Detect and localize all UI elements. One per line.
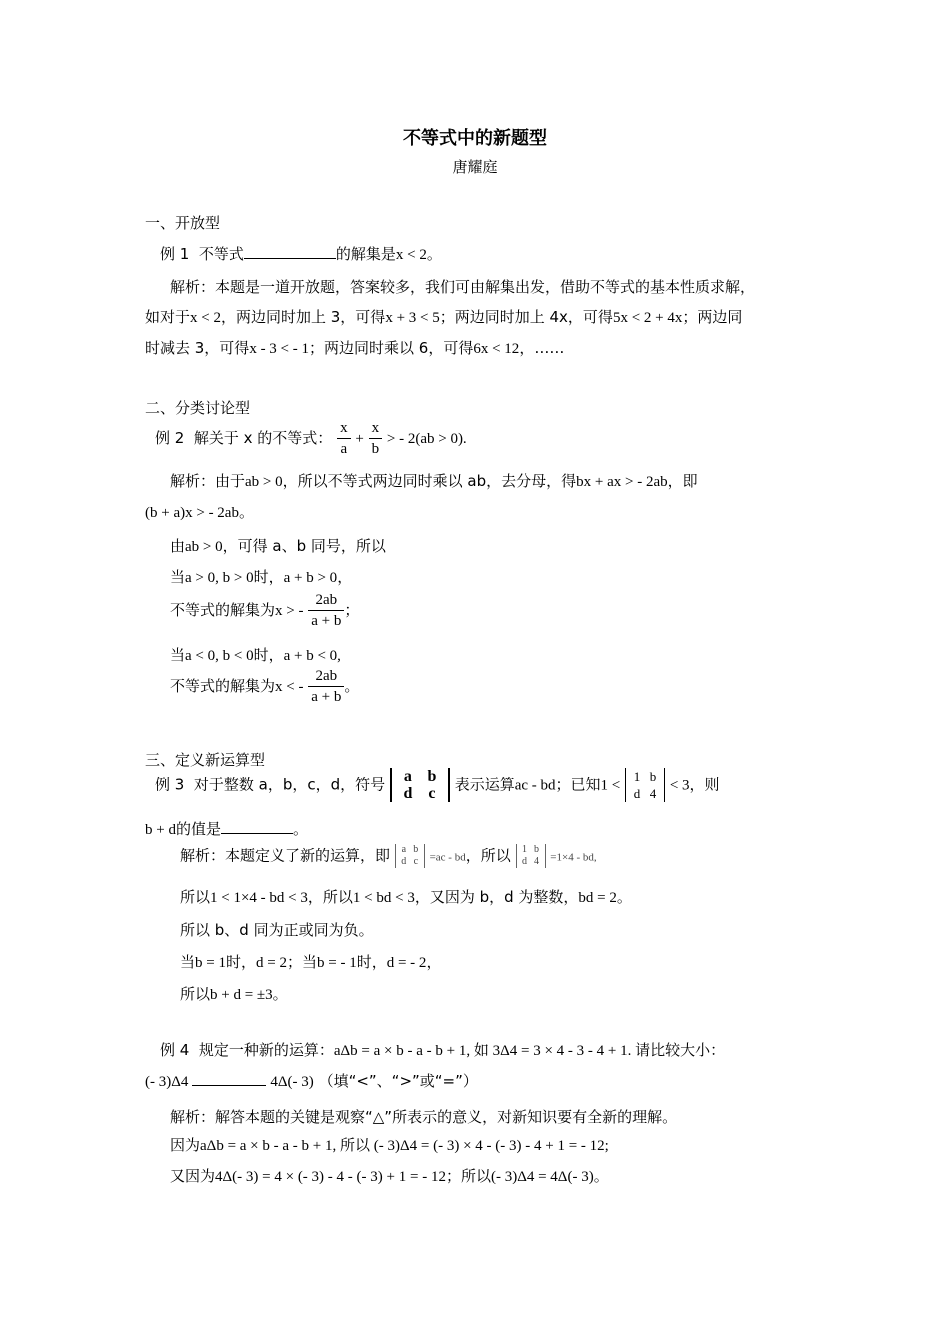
- fraction-x-over-b: $\frac{x}{b}$: [369, 418, 383, 459]
- example-1: 例 1 不等式 的解集是x < 2。: [160, 242, 442, 266]
- determinant-1bd4: 1 b d 4: [625, 768, 665, 802]
- section-1-heading: 一、开放型: [145, 214, 221, 232]
- analysis-2-line-2: (b + a)x > - 2ab。: [145, 503, 254, 521]
- fraction-2ab-over-a-plus-b: $\frac{2ab}{a + b}$: [308, 590, 344, 631]
- determinant-small-1bd4: 1 b d 4: [516, 844, 546, 868]
- example-4: 例 4 规定一种新的运算：aΔb = a × b - a - b + 1, 如 3Δ4 = 3 × 4 - 3 - 4 + 1. 请比较大小：: [160, 1041, 726, 1059]
- analysis-4-line-1: 解析：解答本题的关键是观察“△”所表示的意义，对新知识要有全新的理解。: [170, 1108, 678, 1126]
- analysis-4-line-2: 因为aΔb = a × b - a - b + 1, 所以 (- 3)Δ4 = (- 3) × 4 - (- 3) - 4 + 1 = - 12;: [170, 1136, 609, 1154]
- analysis-2-line-1: 解析：由于ab > 0，所以不等式两边同时乘以 ab，去分母，得bx + ax > - 2ab，即: [170, 472, 698, 490]
- doc-author: 唐耀庭: [452, 158, 498, 176]
- analysis-3-line-2: 所以1 < 1×4 - bd < 3，所以1 < bd < 3，又因为 b，d 为整数，bd = 2。: [180, 888, 632, 906]
- doc-title: 不等式中的新题型: [403, 128, 547, 149]
- determinant-small-abcd: a b d c: [395, 844, 425, 868]
- determinant-abcd: a b d c: [390, 768, 450, 802]
- section-3-heading: 三、定义新运算型: [145, 751, 266, 769]
- answer-blank-2: [221, 817, 293, 834]
- analysis-2-line-4: 当a > 0, b > 0时，a + b > 0，: [170, 568, 353, 586]
- analysis-1-line-2: 如对于x < 2，两边同时加上 3，可得x + 3 < 5；两边同时加上 4x，可得5x < 2 + 4x；两边同: [145, 308, 743, 326]
- analysis-2-line-7: 不等式的解集为x < - $\frac{2ab}{a + b}$ 。: [170, 668, 360, 705]
- analysis-4-line-3: 又因为4Δ(- 3) = 4 × (- 3) - 4 - (- 3) + 1 = - 12；所以(- 3)Δ4 = 4Δ(- 3)。: [170, 1167, 609, 1185]
- analysis-1-line-3: 时减去 3，可得x - 3 < - 1；两边同时乘以 6，可得6x < 12，……: [145, 339, 565, 357]
- example-2: 例 2 解关于 x 的不等式： $\frac{x}{a}$ + $\frac{x}{b}$ > - 2(ab > 0).: [155, 420, 467, 457]
- fraction-x-over-a: $\frac{x}{a}$: [337, 418, 351, 459]
- example-3: 例 3 对于整数 a，b，c，d，符号 a b d c 表示运算ac - bd；已知1 < 1 b d 4 < 3，则: [155, 768, 720, 802]
- analysis-3-line-5: 所以b + d = ±3。: [180, 985, 288, 1003]
- fraction-2ab-over-a-plus-b-2: $\frac{2ab}{a + b}$: [308, 666, 344, 707]
- section-2-heading: 二、分类讨论型: [145, 399, 251, 417]
- analysis-2-line-5: 不等式的解集为x > - $\frac{2ab}{a + b}$ ；: [170, 592, 360, 629]
- answer-blank-3: [192, 1069, 266, 1086]
- analysis-1-line-1: 解析：本题是一道开放题，答案较多，我们可由解集出发，借助不等式的基本性质求解，: [170, 278, 756, 296]
- answer-blank: [244, 242, 336, 259]
- analysis-2-line-6: 当a < 0, b < 0时，a + b < 0,: [170, 646, 341, 664]
- analysis-3-line-1: 解析：本题定义了新的运算，即 a b d c =ac - bd，所以 1 b d 4 =1×4 - bd,: [180, 844, 597, 867]
- example-4-compare: (- 3)Δ4 4Δ(- 3) （填“<”、“>”或“=”）: [145, 1069, 478, 1093]
- analysis-3-line-3: 所以 b、d 同为正或同为负。: [180, 921, 374, 939]
- analysis-2-line-3: 由ab > 0，可得 a、b 同号，所以: [170, 537, 386, 555]
- example-3-question: b + d的值是 。: [145, 817, 308, 841]
- analysis-3-line-4: 当b = 1时，d = 2；当b = - 1时，d = - 2，: [180, 953, 442, 971]
